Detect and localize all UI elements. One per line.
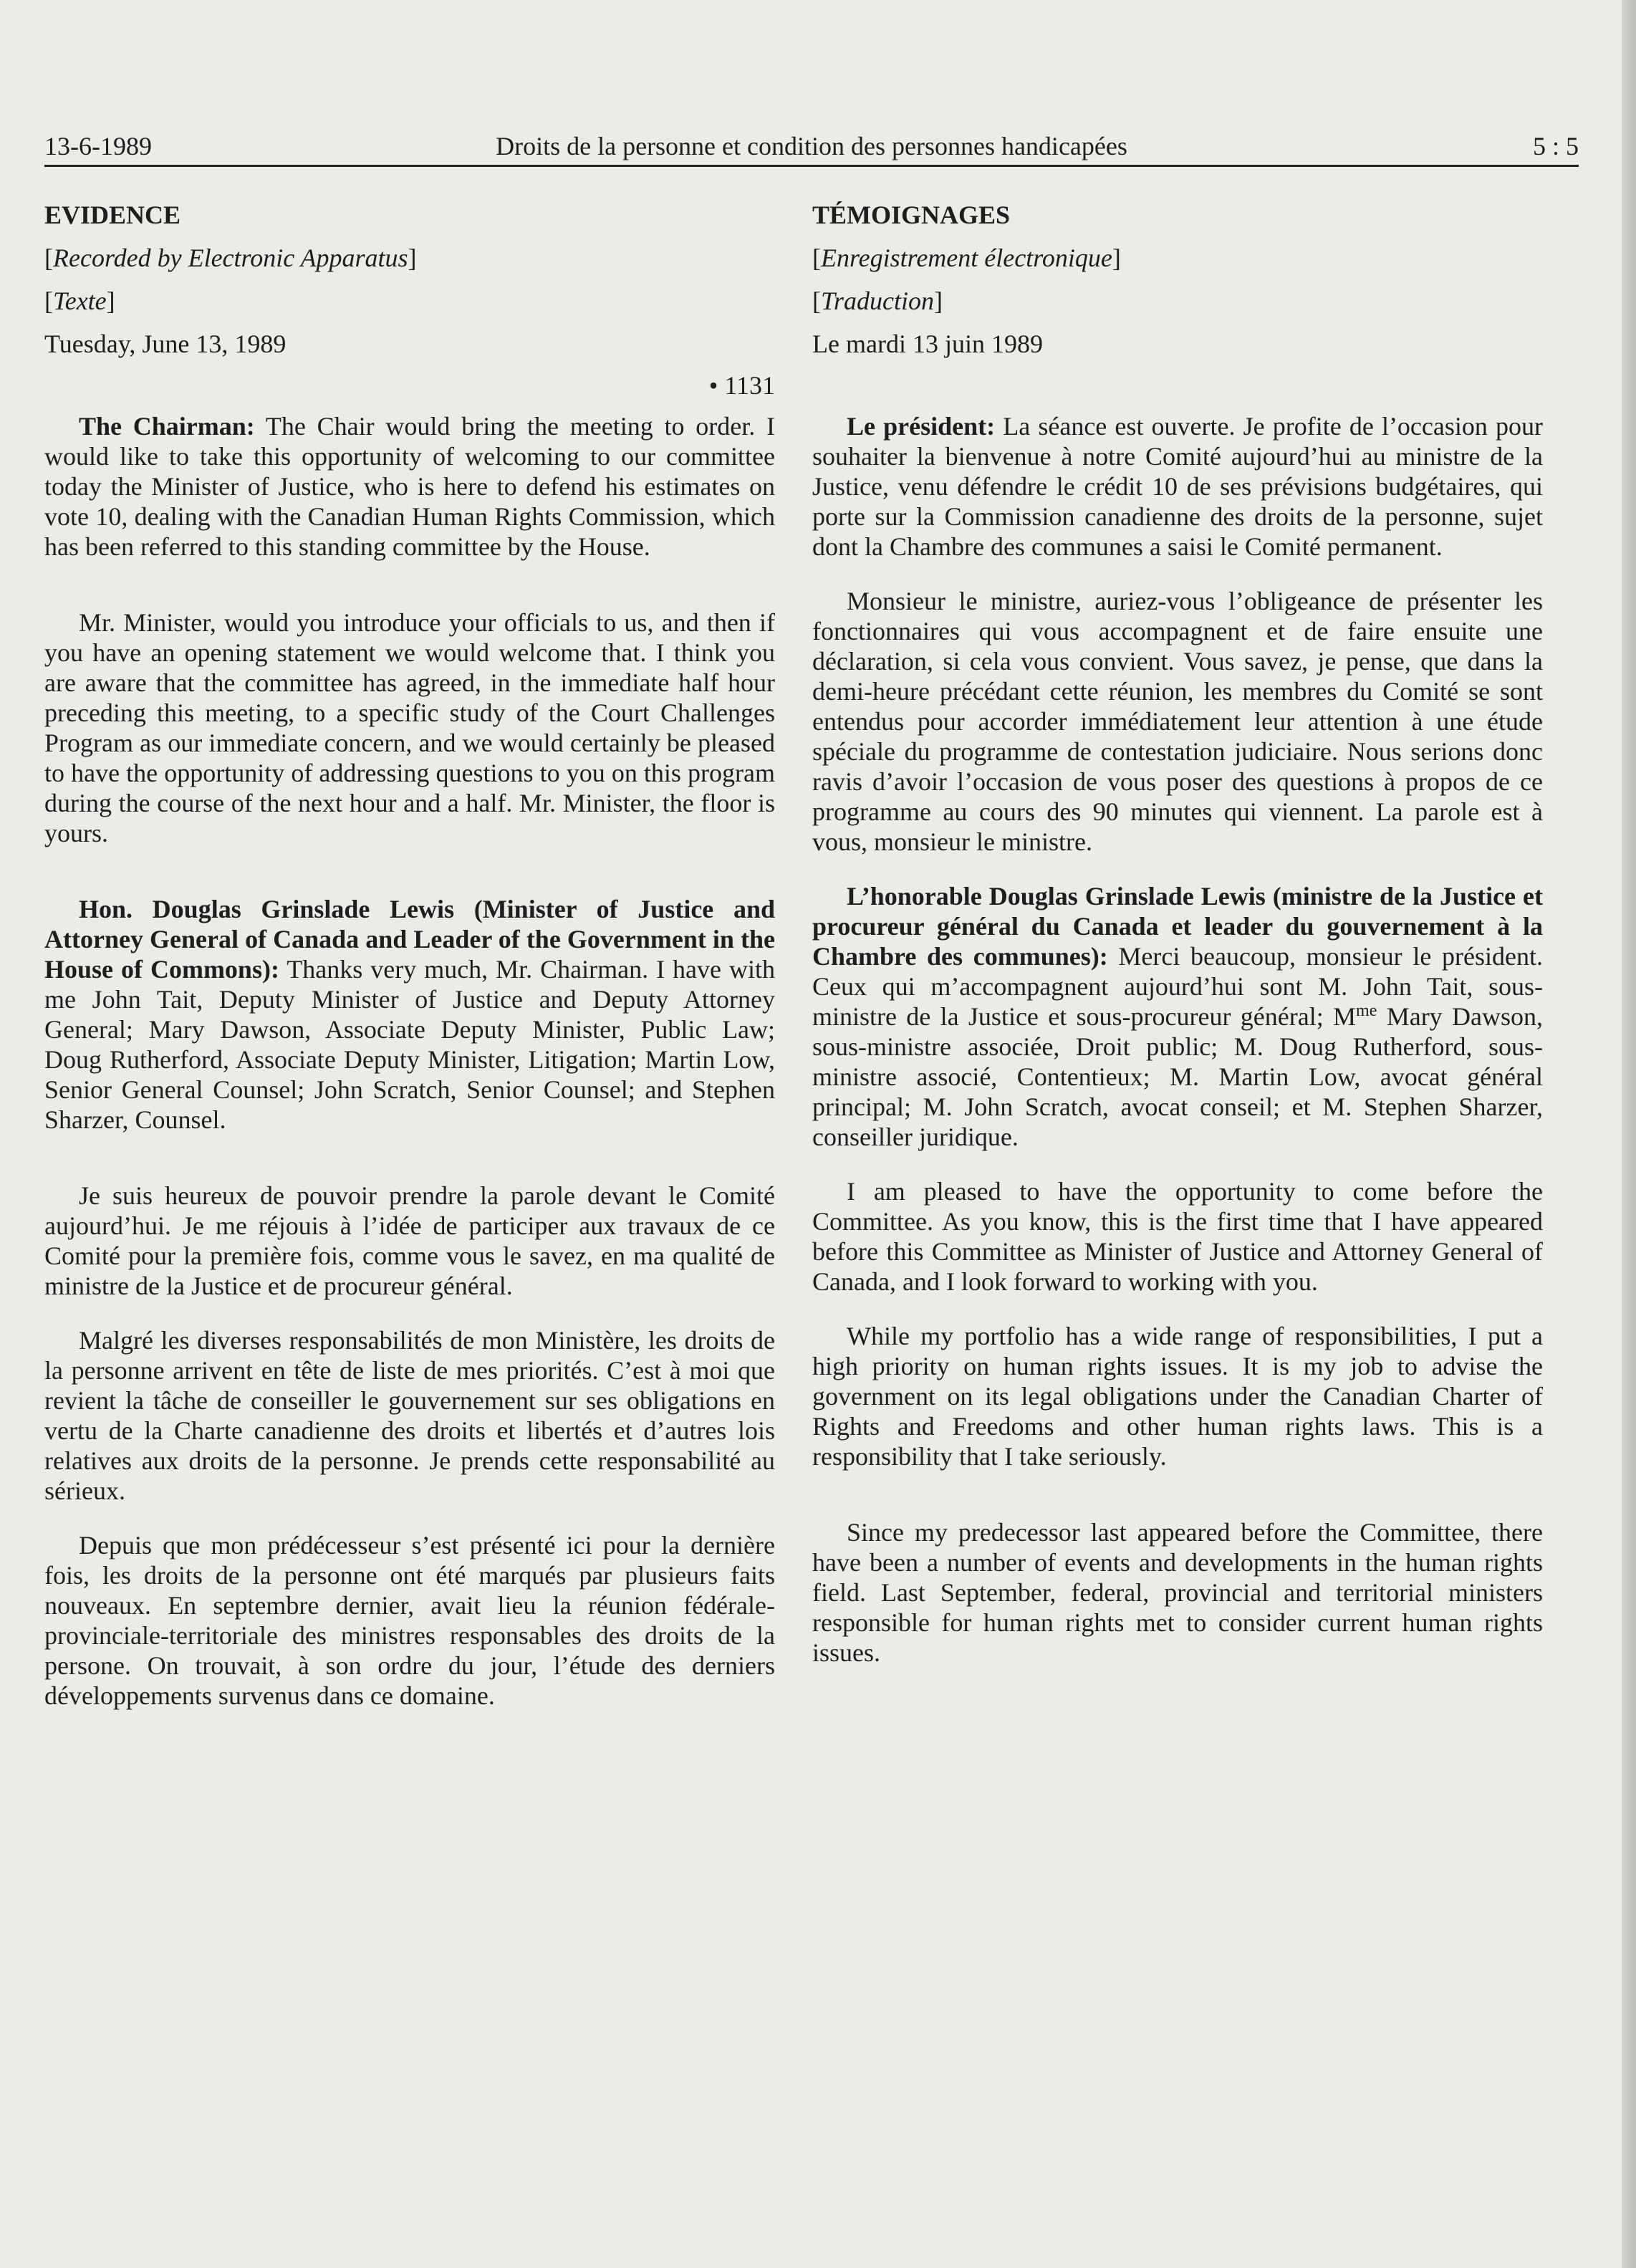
ministre-paragraph-4: Since my predecessor last appeared before the Committee, there have been a number of events and developments in the human rights field. Last September, federal, provincial and territorial ministers responsible for human rights met to consider current human rights issues. (812, 1518, 1543, 1667)
speaker-label: The Chairman: (79, 412, 255, 441)
recorded-note-text: Enregistrement électronique (821, 244, 1112, 272)
chairman-paragraph (44, 411, 775, 562)
header-rule (44, 165, 1579, 167)
minister-paragraph (44, 894, 775, 1135)
minister-paragraph-2: Je suis heureux de pouvoir prendre la parole devant le Comité aujourd’hui. Je me réjouis à l’idée de participer aux travaux de ce Comité pour la première fois, comme vous le savez, en ma qualité de ministre de la Justice et de procureur général. (44, 1181, 775, 1300)
header-date: 13-6-1989 (44, 132, 152, 160)
president-paragraph (812, 411, 1543, 562)
paragraph-text: Merci beaucoup, monsieur le président. Ceux qui m’accompagnent aujourd’hui sont M. John Tait, sous-ministre de la Justice et sous-procureur général; M (812, 942, 1543, 1031)
paragraph-text: Thanks very much, Mr. Chairman. I have with me John Tait, Deputy Minister of Justice and Deputy Attorney General; Mary Dawson, Associate Deputy Minister, Public Law; Doug Rutherford, Associate Deputy Minister, Litigation; Martin Low, Senior General Counsel; John Scratch, Senior Counsel; and Stephen Sharzer, Counsel. (44, 955, 775, 1134)
scan-edge (1622, 0, 1636, 2268)
ministre-paragraph-3: While my portfolio has a wide range of responsibilities, I put a high priority on human rights issues. It is my job to advise the government on its legal obligations under the Canadian Charter of Rights and Freedoms and other human rights laws. This is a responsibility that I take seriously. (812, 1322, 1543, 1471)
session-date: Tuesday, June 13, 1989 (44, 330, 287, 358)
running-header (44, 129, 1579, 166)
left-column (44, 199, 775, 1711)
texte-note-text: Texte (53, 287, 107, 315)
speaker-label: L’honorable Douglas Grinslade Lewis (ministre de la Justice et procureur général du Canada et leader du gouvernement à la Chambre des communes): (812, 882, 1543, 971)
speaker-label: Le président: (847, 412, 996, 441)
paragraph-text: La séance est ouverte. Je profite de l’occasion pour souhaiter la bienvenue à notre Comité aujourd’hui au ministre de la Justice, venu défendre le crédit 10 de ses prévisions budgétaires, qui porte sur la Commission canadienne des droits de la personne, sujet dont la Chambre des communes a saisi le Comité permanent. (812, 412, 1544, 561)
ministre-paragraph-2: I am pleased to have the opportunity to come before the Committee. As you know, this is the first time that I have appeared before this Committee as Minister of Justice and Attorney General of Canada, and I look forward to working with you. (812, 1177, 1543, 1296)
superscript-me: me (1356, 1001, 1377, 1020)
speaker-label: Hon. Douglas Grinslade Lewis (Minister of Justice and Attorney General of Canada and Leader of the Government in the House of Commons): (44, 895, 775, 984)
recorded-note: [Enregistrement électronique] (812, 244, 1121, 272)
traduction-note-text: Traduction (821, 287, 935, 315)
time-marker-spacer (812, 370, 1543, 401)
recorded-note: [Recorded by Electronic Apparatus] (44, 244, 417, 272)
temoignages-heading: TÉMOIGNAGES (812, 201, 1011, 229)
right-column (812, 199, 1543, 1668)
traduction-note: [Traduction] (812, 287, 943, 315)
paragraph-text: Mary Dawson, sous-ministre associée, Droit public; M. Doug Rutherford, sous-ministre associé, Contentieux; M. Martin Low, avocat général principal; M. John Scratch, avocat conseil; et M. Stephen Sharzer, conseiller juridique. (812, 1002, 1543, 1151)
texte-note: [Texte] (44, 287, 115, 315)
minister-paragraph-4: Depuis que mon prédécesseur s’est présenté ici pour la dernière fois, les droits de la personne ont été marqués par plusieurs faits nouveaux. En septembre dernier, avait lieu la réunion fédérale-provinciale-territoriale des ministres responsables des droits de la persone. On trouvait, à son ordre du jour, l’étude des derniers développements survenus dans ce domaine. (44, 1531, 775, 1710)
recorded-note-text: Recorded by Electronic Apparatus (53, 244, 408, 272)
header-title: Droits de la personne et condition des personnes handicapées (496, 132, 1127, 160)
session-date: Le mardi 13 juin 1989 (812, 330, 1043, 358)
header-page-number: 5 : 5 (1532, 132, 1579, 160)
minister-paragraph-3: Malgré les diverses responsabilités de mon Ministère, les droits de la personne arrivent en tête de liste de mes priorités. C’est à moi que revient la tâche de conseiller le gouvernement sur ses obligations en vertu de la Charte canadienne des droits et libertés et d’autres lois relatives aux droits de la personne. Je prends cette responsabilité au sérieux. (44, 1326, 775, 1505)
paragraph-text: The Chair would bring the meeting to order. I would like to take this opportunity of welcoming to our committee today the Minister of Justice, who is here to defend his estimates on vote 10, dealing with the Canadian Human Rights Commission, which has been referred to this standing committee by the House. (44, 412, 775, 561)
president-paragraph-2: Monsieur le ministre, auriez-vous l’obligeance de présenter les fonctionnaires qui vous accompagnent et de faire ensuite une déclaration, si cela vous convient. Vous savez, je pense, que dans la demi-heure précédant cette réunion, les membres du Comité se sont entendus pour accorder immédiatement leur attention à une étude spéciale du programme de contestation judiciaire. Nous serions donc ravis d’avoir l’occasion de vous poser des questions à propos de ce programme au cours des 90 minutes qui viennent. La parole est à vous, monsieur le ministre. (812, 587, 1543, 856)
chairman-paragraph-2: Mr. Minister, would you introduce your officials to us, and then if you have an opening statement we would welcome that. I think you are aware that the committee has agreed, in the immediate half hour preceding this meeting, to a specific study of the Court Challenges Program as our immediate concern, and we would certainly be pleased to have the opportunity of addressing questions to you on this program during the course of the next hour and a half. Mr. Minister, the floor is yours. (44, 608, 775, 847)
ministre-paragraph (812, 881, 1543, 1152)
evidence-heading: EVIDENCE (44, 201, 181, 229)
time-marker: • 1131 (708, 371, 775, 400)
